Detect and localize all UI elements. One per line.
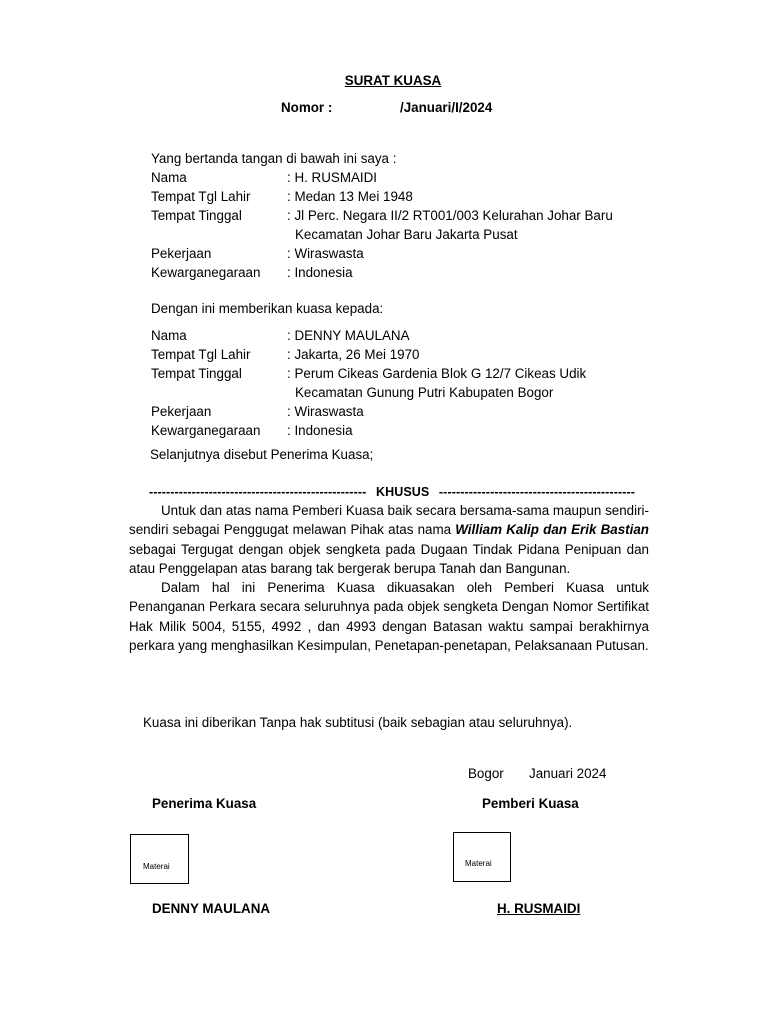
section-divider-khusus — [131, 483, 653, 502]
field-value: : Wiraswasta — [287, 246, 364, 261]
stamp-box-giver — [453, 832, 511, 882]
section-label: KHUSUS — [375, 485, 430, 499]
divider-dashes-right: ---------------------------------------------- — [438, 485, 636, 499]
transfer-text: Dengan ini memberikan kuasa kepada: — [151, 301, 384, 316]
field-value: : Perum Cikeas Gardenia Blok G 12/7 Cikeas Udik — [287, 366, 587, 381]
stamp-box-receiver — [130, 834, 189, 884]
date-text: Januari 2024 — [529, 766, 607, 781]
field-value: : H. RUSMAIDI — [287, 170, 378, 185]
field-value-continued: Kecamatan Gunung Putri Kabupaten Bogor — [295, 385, 554, 400]
field-label: Pekerjaan — [151, 246, 212, 261]
stamp-label: Materai — [143, 862, 170, 871]
field-value: : Jl Perc. Negara II/2 RT001/003 Kelurahan Johar Baru — [287, 208, 613, 223]
paragraph-1-text-end: sebagai Tergugat dengan objek sengketa pada Dugaan Tindak Pidana Penipuan dan atau Penggelapan atas barang tak bergerak berupa Tanah dan Bangunan. — [129, 541, 649, 576]
field-label: Tempat Tinggal — [151, 366, 242, 381]
field-label: Kewarganegaraan — [151, 265, 261, 280]
field-label: Tempat Tgl Lahir — [151, 189, 251, 204]
field-value: : DENNY MAULANA — [287, 328, 410, 343]
field-label: Pekerjaan — [151, 404, 212, 419]
field-label: Tempat Tgl Lahir — [151, 347, 251, 362]
field-value: : Jakarta, 26 Mei 1970 — [287, 347, 420, 362]
party-names: William Kalip dan Erik Bastian — [455, 522, 649, 538]
field-value: : Indonesia — [287, 265, 353, 280]
field-label: Tempat Tinggal — [151, 208, 242, 223]
paragraph-2: Dalam hal ini Penerima Kuasa dikuasakan oleh Pemberi Kuasa untuk Penanganan Perkara secara seluruhnya pada objek sengketa Dengan Nomor Sertifikat Hak Milik 5004, 5155, 4992 , dan 4993 dengan Batasan waktu sampai berakhirnya perkara yang menghasilkan Kesimpulan, Penetapan-penetapan, Pelaksanaan Putusan. — [129, 580, 649, 654]
field-value: : Indonesia — [287, 423, 353, 438]
paragraph-1 — [129, 501, 649, 578]
intro-text: Yang bertanda tangan di bawah ini saya : — [151, 151, 397, 166]
giver-title: Pemberi Kuasa — [482, 796, 579, 811]
field-label: Nama — [151, 170, 187, 185]
place-text: Bogor — [468, 766, 504, 781]
field-value: : Medan 13 Mei 1948 — [287, 189, 413, 204]
giver-name: H. RUSMAIDI — [497, 901, 581, 916]
closing-statement: Kuasa ini diberikan Tanpa hak subtitusi (baik sebagian atau seluruhnya). — [143, 715, 573, 730]
field-value: : Wiraswasta — [287, 404, 364, 419]
field-label: Nama — [151, 328, 187, 343]
nomor-label: Nomor : — [281, 100, 333, 115]
paragraph-1-text: Untuk dan atas nama Pemberi Kuasa baik secara bersama-sama maupun sendiri-sendiri sebagai Penggugat melawan Pihak atas nama — [129, 503, 649, 538]
document-title: SURAT KUASA — [344, 73, 442, 88]
receiver-name: DENNY MAULANA — [152, 901, 271, 916]
field-label: Kewarganegaraan — [151, 423, 261, 438]
field-value-continued: Kecamatan Johar Baru Jakarta Pusat — [295, 227, 518, 242]
stamp-label: Materai — [465, 859, 492, 868]
selanjutnya-text: Selanjutnya disebut Penerima Kuasa; — [150, 447, 374, 462]
nomor-value: /Januari/I/2024 — [400, 100, 493, 115]
receiver-title: Penerima Kuasa — [152, 796, 257, 811]
body-paragraphs — [129, 501, 649, 655]
divider-dashes-left: --------------------------------------------------- — [148, 485, 367, 499]
